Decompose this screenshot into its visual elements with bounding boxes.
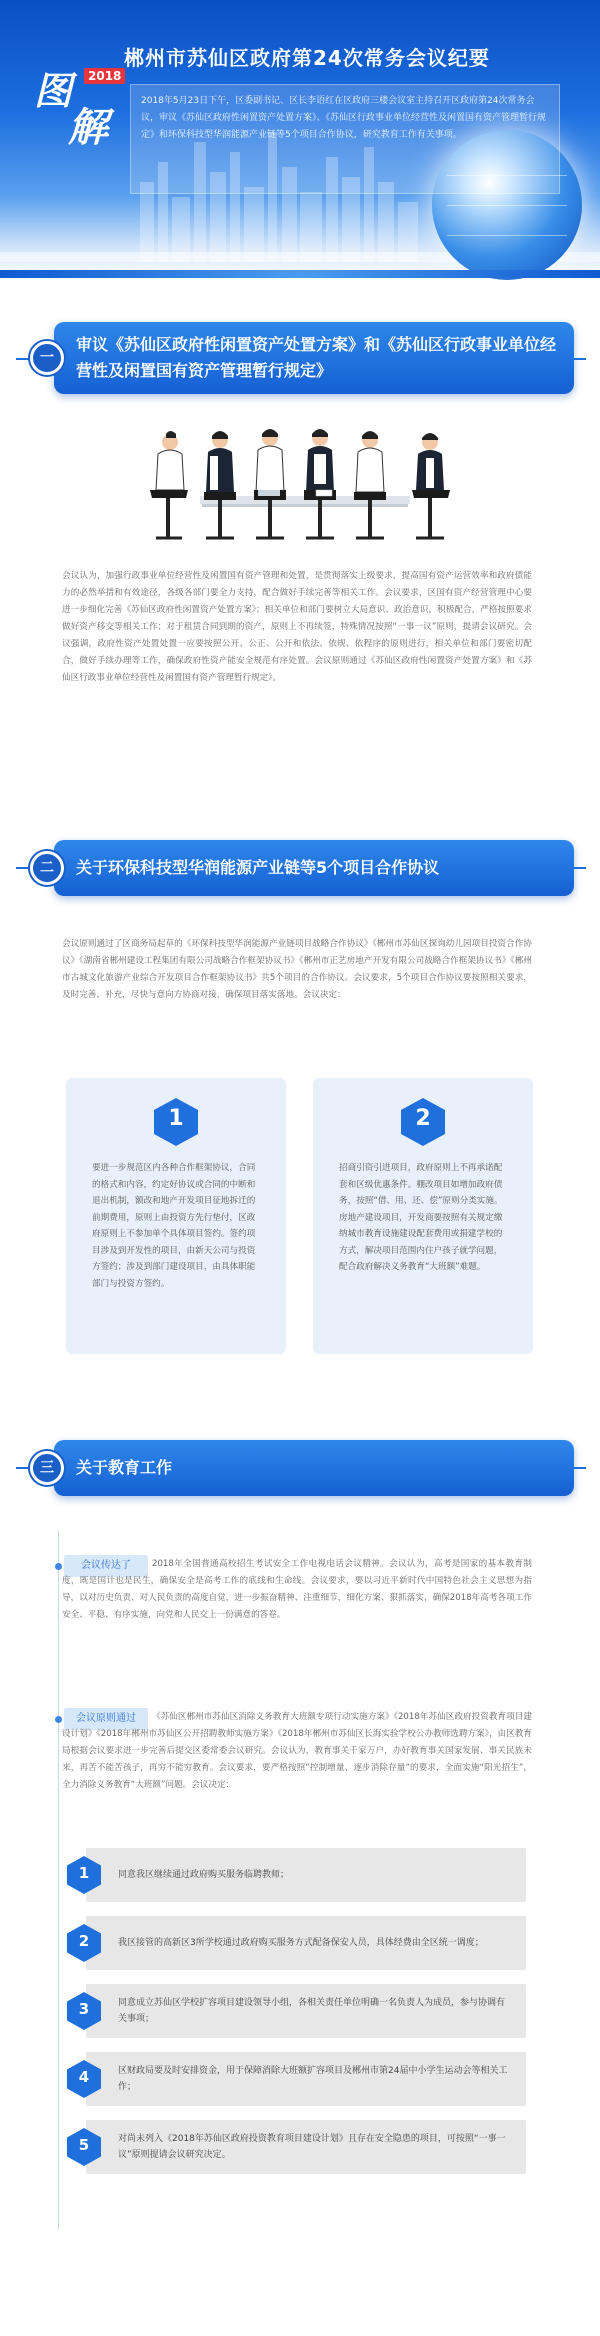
banner-tip [574, 1467, 586, 1469]
tag-passed: 会议原则通过 [64, 1708, 148, 1730]
section-3-banner [0, 1440, 600, 1496]
section-1-paragraph: 会议认为，加强行政事业单位经营性及闲置国有资产管理和处置，是贯彻落实上级要求，提高国有资产运营效率和政府债能力的必然举措和有效途径，各级各部门要全力支持，配合做好手续完善等相关工作。会议要求，区国有资产经营管理中心要进一步细化完善《苏仙区政府性闲置资产处置方案》；相关单位和部门要树立大局意识、政治意识，积极配合，严格按照要求做好资产移交等相关工作；对于租赁合同到期的资产，原则上不再续签，特殊情况按照“一事一议”原则，提请会议研究。会议强调，政府性资产处置处置一应要按照公开、公正、公开和依法、依规、依程序的原则进行，相关单位和部门要密切配合，做好手续办理等工作，确保政府性资产能安全规范有序处置。会议原则通过《苏仙区政府性闲置资产处置方案》和《苏仙区行政事业单位经营性及闲置国有资产管理暂行规定》。 [62, 571, 532, 683]
timeline-line [58, 1530, 59, 2230]
section-2-banner [0, 840, 600, 896]
header-logo [28, 50, 128, 151]
section-3-title: 关于教育工作 [76, 1458, 173, 1477]
tag-conveyed: 会议传达了 [64, 1555, 148, 1577]
year-badge: 2018 [84, 68, 125, 84]
item-text: 对尚未列入《2018年苏仙区政府投资教育项目建设计划》且存在安全隐患的项目，可按照“一事一议”原则提请会议研究决定。 [118, 2134, 506, 2160]
timeline-dot [55, 1563, 62, 1570]
item-text: 我区接管的高新区3所学校通过政府购买服务方式配备保安人员，具体经费由全区统一调度； [118, 1938, 484, 1948]
section-1-number: 一 [30, 341, 64, 375]
card-number: 2 [415, 1106, 431, 1131]
item-number: 2 [78, 1932, 90, 1950]
item-text: 同意我区继续通过政府购买服务临聘教师； [118, 1870, 290, 1880]
decision-item-1 [78, 1848, 526, 1902]
item-number: 4 [78, 2068, 90, 2086]
logo-char-tu: 图 [34, 68, 73, 113]
banner-tip [574, 358, 586, 360]
item-number: 1 [78, 1864, 90, 1882]
section-3-paragraph-2: 《苏仙区郴州市苏仙区消除义务教育大班额专项行动实施方案》《2018年苏仙区政府投资教育项目建设计划》《2018年郴州市苏仙区公开招聘教师实施方案》《2018年郴州市苏仙区长海实验学校公办教师选聘方案》，由区教育局根据会议要求进一步完善后提交区委常委会议研究。会议认为，教育事关千家万户，办好教育事关国家发展、事关民族未来，再苦不能苦孩子，再穷不能穷教育。会议要求，要严格按照“控制增量、逐步消除存量”的要求，全面实施“阳光招生”，全力消除义务教育“大班额”问题。会议决定： [62, 1712, 532, 1790]
section-1-banner [0, 322, 600, 398]
section-2-title: 关于环保科技型华润能源产业链等5个项目合作协议 [76, 858, 440, 877]
banner-tip [574, 867, 586, 869]
intro-text: 2018年5月23日下午，区委副书记、区长李语红在区政府三楼会议室主持召开区政府第24次常务会议，审议《苏仙区政府性闲置资产处置方案》、《苏仙区行政事业单位经营性及闲置国有资产管理暂行规定》和环保科技型华润能源产业链等5个项目合作协议，研究教育工作有关事项。 [130, 84, 560, 194]
decision-card-1 [66, 1078, 286, 1354]
decision-card-2 [313, 1078, 533, 1354]
item-number: 5 [78, 2136, 90, 2154]
header-divider [0, 270, 600, 278]
card-text: 要进一步规范区内各种合作框架协议，合同的格式和内容，约定好协议或合同的中断和退出机制，额改和地产开发项目征地拆迁的前期费用，原则上由投资方先行垫付，区政府原则上不参加单个具体项目签约。签约项目涉及到开发性的项目，由新天公司与投资方签约；涉及到部门建设项目，由具体职能部门与投资方签约。 [92, 1163, 256, 1289]
card-number: 1 [168, 1106, 184, 1131]
decision-item-4 [78, 2052, 526, 2106]
meeting-illustration [140, 420, 470, 555]
section-3-paragraph-1: 2018年全国普通高校招生考试安全工作电视电话会议精神。会议认为，高考是国家的基本教育制度，既是国计也是民生，确保安全是高考工作的底线和生命线。会议要求，要以习近平新时代中国特色社会主义思想为指导，以对历史负责、对人民负责的高度自觉，进一步振奋精神、注重细节，细化方案、狠抓落实，确保2018年高考各项工作安全、平稳、有序实施，向党和人民交上一份满意的答卷。 [62, 1559, 532, 1620]
section-2-paragraph: 会议原则通过了区商务局起草的《环保科技型华润能源产业链项目战略合作协议》《郴州市苏仙区探询幼儿园项目投资合作协议》《湖南省郴州建设工程集团有限公司战略合作框架协议书》《郴州市正艺房地产开发有限公司战略合作框架协议书》《郴州市古城文化旅游产业综合开发项目合作框架协议书》共5个项目的合作协议。会议要求，5个项目合作协议要按照相关要求，及时完善、补充，尽快与意向方协商对接，确保项目落实落地。会议决定： [62, 939, 532, 1000]
item-number: 3 [78, 2000, 90, 2018]
decision-item-5 [78, 2120, 526, 2174]
item-text: 同意成立苏仙区学校扩容项目建设领导小组，各相关责任单位明确一名负责人为成员，参与协调有关事项； [118, 1998, 506, 2024]
card-text: 招商引资引进项目，政府原则上不再承诺配套和区级优惠条件。棚改项目如增加政府债务，按照“借、用、还、偿”原则分类实施。房地产建设项目，开发商要按照有关规定缴纳城市教育设施建设配套费用或捐建学校的方式，解决项目范围内住户孩子就学问题，配合政府解决义务教育“大班额”难题。 [339, 1163, 503, 1272]
timeline-dot [55, 1716, 62, 1723]
section-1-title: 审议《苏仙区政府性闲置资产处置方案》和《苏仙区行政事业单位经营性及闲置国有资产管理暂行规定》 [76, 335, 557, 380]
logo-char-jie: 解 [68, 104, 108, 151]
page-title: 郴州市苏仙区政府第24次常务会议纪要 [124, 46, 490, 70]
item-text: 区财政局要及时安排资金，用于保障消除大班额扩容项目及郴州市第24届中小学生运动会等相关工作； [118, 2066, 508, 2092]
section-2-number: 二 [30, 851, 64, 885]
section-3-number: 三 [30, 1451, 64, 1485]
decision-item-2 [78, 1916, 526, 1970]
decision-item-3 [78, 1984, 526, 2038]
header-banner [0, 0, 600, 280]
